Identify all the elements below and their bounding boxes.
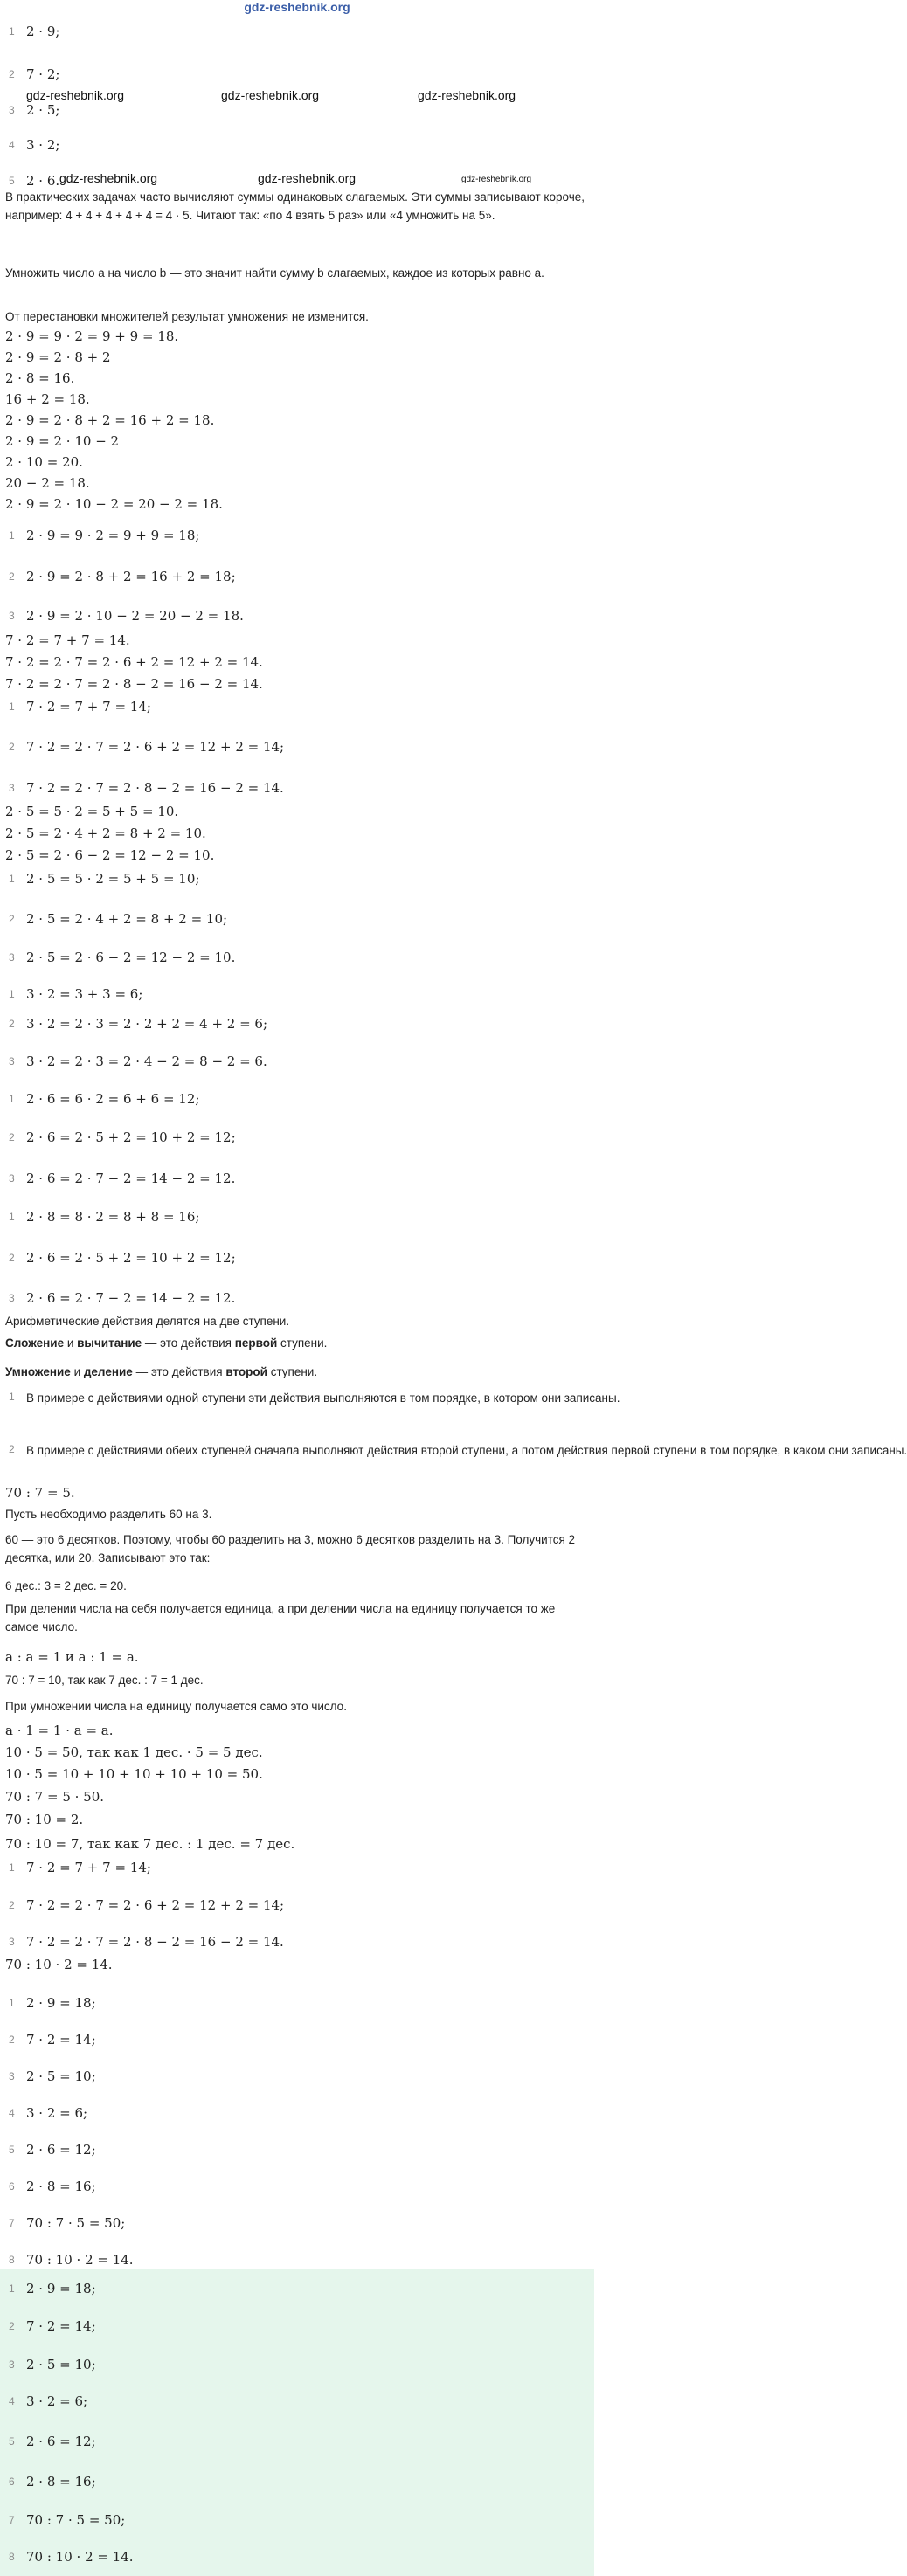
work-line: 2 · 5 = 2 · 4 + 2 = 8 + 2 = 10. [5,825,206,841]
stages-intro: Арифметические действия делятся на две ступени. [5,1315,290,1328]
second-stage: Умножение и деление — это действия второй ступени. [5,1365,318,1378]
watermark: gdz-reshebnik.org [418,88,516,102]
theory-paragraph: В практических задачах часто вычисляют суммы одинаковых слагаемых. Эти суммы записывают короче, например: 4 + 4 + 4 + 4 + 4 = 4 · 5. Читают так: «по 4 взять 5 раз» или «4 умножить на 5». [5,190,585,222]
work-line: 2 · 9 = 2 · 8 + 2 [5,349,111,365]
work-line: 2 · 9 = 2 · 10 − 2 [5,433,120,449]
division-paragraph: При умножении числа на единицу получается само это число. [5,1700,347,1713]
work-line: 20 − 2 = 18. [5,475,90,491]
work-line: 6 дес.: 3 = 2 дес. = 20. [5,1579,127,1592]
first-stage: Сложение и вычитание — это действия первой ступени. [5,1336,328,1350]
work-line: 10 · 5 = 50, так как 1 дес. · 5 = 5 дес. [5,1744,263,1760]
work-line: 2 · 8 = 16. [5,370,75,386]
work-line: 2 · 9 = 2 · 8 + 2 = 16 + 2 = 18. [5,412,215,428]
work-line: a : a = 1 и a : 1 = a. [5,1649,139,1665]
work-line: 70 : 10 = 7, так как 7 дес. : 1 дес. = 7 дес. [5,1836,295,1852]
work-line: 70 : 7 = 5. [5,1485,75,1501]
work-line: 10 · 5 = 10 + 10 + 10 + 10 + 10 = 50. [5,1766,263,1782]
watermark: gdz-reshebnik.org [258,171,357,185]
watermark: gdz-reshebnik.org [461,175,532,184]
work-line: 70 : 7 = 10, так как 7 дес. : 7 = 1 дес. [5,1674,204,1687]
work-line: 2 · 5 = 2 · 6 − 2 = 12 − 2 = 10. [5,847,215,863]
work-line: 70 : 10 = 2. [5,1812,84,1827]
work-line: 16 + 2 = 18. [5,391,90,407]
definition-paragraph: Умножить число a на число b — это значит найти сумму b слагаемых, каждое из которых равно a. [5,266,544,280]
work-line: 2 · 5 = 5 · 2 = 5 + 5 = 10. [5,804,179,819]
division-paragraph: Пусть необходимо разделить 60 на 3. [5,1508,212,1521]
work-line: 7 · 2 = 7 + 7 = 14. [5,632,130,648]
answer-highlight [0,2269,594,2576]
division-paragraph: 60 — это 6 десятков. Поэтому, чтобы 60 разделить на 3, можно 6 десятков разделить на 3. Получится 2 десятка, или 20. Записывают это так: [5,1533,576,1564]
watermark: gdz-reshebnik.org [59,171,158,185]
work-line: 70 : 10 · 2 = 14. [5,1957,113,1972]
work-line: 2 · 9 = 2 · 10 − 2 = 20 − 2 = 18. [5,496,223,512]
header-watermark: gdz-reshebnik.org [244,0,350,14]
work-line: 70 : 7 = 5 · 50. [5,1789,105,1805]
work-line: 2 · 9 = 9 · 2 = 9 + 9 = 18. [5,328,179,344]
division-paragraph: При делении числа на себя получается единица, а при делении числа на единицу получается то же самое число. [5,1602,556,1633]
work-line: 2 · 10 = 20. [5,454,83,470]
watermark: gdz-reshebnik.org [26,88,125,102]
work-line: a · 1 = 1 · a = a. [5,1723,114,1738]
watermark: gdz-reshebnik.org [221,88,320,102]
commutative-rule: От перестановки множителей результат умножения не изменится. [5,310,369,323]
work-line: 7 · 2 = 2 · 7 = 2 · 6 + 2 = 12 + 2 = 14. [5,654,263,670]
work-line: 7 · 2 = 2 · 7 = 2 · 8 − 2 = 16 − 2 = 14. [5,676,263,692]
